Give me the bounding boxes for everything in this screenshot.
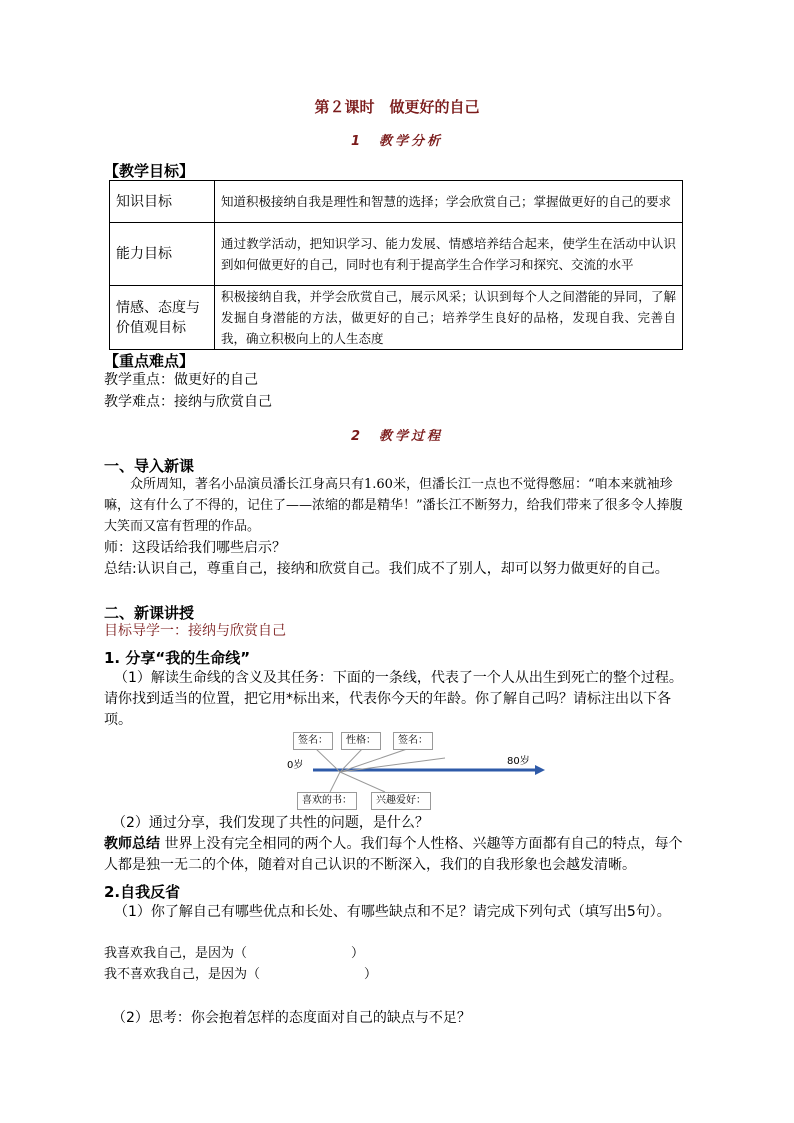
reflect-question-2: （2）思考：你会抱着怎样的态度面对自己的缺点与不足？ xyxy=(112,1010,471,1026)
goal-content-emotion: 积极接纳自我，并学会欣赏自己，展示风采；认识到每个人之间潜能的异同，了解发掘自身潜能的方法，做更好的自己；培养学生良好的品格，发现自我、完善自我，确立积极向上的人生态度 xyxy=(215,286,683,350)
keypoints-heading: 【重点难点】 xyxy=(104,352,195,370)
goal-content-knowledge: 知道积极接纳自我是理性和智慧的选择；学会欣赏自己；掌握做更好的自己的要求 xyxy=(215,181,683,223)
key-point: 教学重点：做更好的自己 xyxy=(104,372,258,388)
teacher-summary-text: 世界上没有完全相同的两个人。我们每个人性格、兴趣等方面都有自己的特点，每个人都是独一无二的个体，随着对自己认识的不断深入，我们的自我形象也会越发清晰。 xyxy=(104,836,683,873)
life-timeline xyxy=(285,730,555,810)
section-subtitle-analysis: 1 教学分析 xyxy=(350,134,444,149)
table-row xyxy=(110,181,683,223)
timeline-end-label: 80岁 xyxy=(507,756,530,767)
timeline-box-signature: 签名： xyxy=(293,732,333,750)
summary-1: 总结:认识自己，尊重自己，接纳和欣赏自己。我们成不了别人，却可以努力做更好的自己。 xyxy=(104,561,669,577)
difficult-point: 教学难点：接纳与欣赏自己 xyxy=(104,394,272,410)
table-row xyxy=(110,286,683,350)
timeline-box-personality: 性格： xyxy=(341,732,381,750)
table-row xyxy=(110,223,683,286)
section1-heading: 一、导入新课 xyxy=(104,457,195,475)
share-question-2: （2）通过分享，我们发现了共性的问题，是什么？ xyxy=(112,815,429,831)
teacher-summary xyxy=(104,834,694,876)
intro-story: 众所周知，著名小品演员潘长江身高只有1.60米，但潘长江一点也不觉得憋屈：“咱本来就袖珍嘛，这有什么了不得的，记住了——浓缩的都是精华！”潘长江不断努力，给我们带来了很多令人捧腹大笑而又富有哲理的作品。 xyxy=(104,477,683,534)
share-heading: 1. 分享“我的生命线” xyxy=(104,649,251,667)
goal-label-emotion: 情感、态度与价值观目标 xyxy=(110,286,215,350)
timeline-box-hobbies: 兴趣爱好： xyxy=(371,792,431,810)
reflect-question-1: （1）你了解自己有哪些优点和长处、有哪些缺点和不足？请完成下列句式（填写出5句）。 xyxy=(114,904,671,920)
sentence-like: 我喜欢我自己，是因为（ ） xyxy=(104,946,365,961)
timeline-box-signature-2: 签名： xyxy=(393,732,433,750)
teacher-question: 师：这段话给我们哪些启示？ xyxy=(104,540,286,556)
goal-guide: 目标导学一：接纳与欣赏自己 xyxy=(104,623,286,639)
teacher-summary-label: 教师总结 xyxy=(104,836,160,852)
goal-label-knowledge: 知识目标 xyxy=(110,181,215,223)
goals-table xyxy=(109,180,683,350)
section2-heading: 二、新课讲授 xyxy=(104,604,195,622)
lesson-title: 第２课时 做更好的自己 xyxy=(314,98,480,116)
timeline-start-label: 0岁 xyxy=(287,760,304,771)
goal-label-ability: 能力目标 xyxy=(110,223,215,286)
goal-content-ability: 通过教学活动，把知识学习、能力发展、情感培养结合起来，使学生在活动中认识到如何做更好的自己，同时也有利于提高学生合作学习和探究、交流的水平 xyxy=(215,223,683,286)
timeline-box-favorite-book: 喜欢的书： xyxy=(297,792,357,810)
process-heading: 2 教学过程 xyxy=(350,429,444,444)
goals-heading: 【教学目标】 xyxy=(104,162,195,180)
sentence-dislike: 我不喜欢我自己，是因为（ ） xyxy=(104,967,378,982)
reflect-heading: 2.自我反省 xyxy=(104,883,181,901)
share-question-1: （1）解读生命线的含义及其任务：下面的一条线，代表了一个人从出生到死亡的整个过程。请你找到适当的位置，把它用*标出来，代表你今天的年龄。你了解自己吗？请标注出以下各项。 xyxy=(104,670,683,728)
